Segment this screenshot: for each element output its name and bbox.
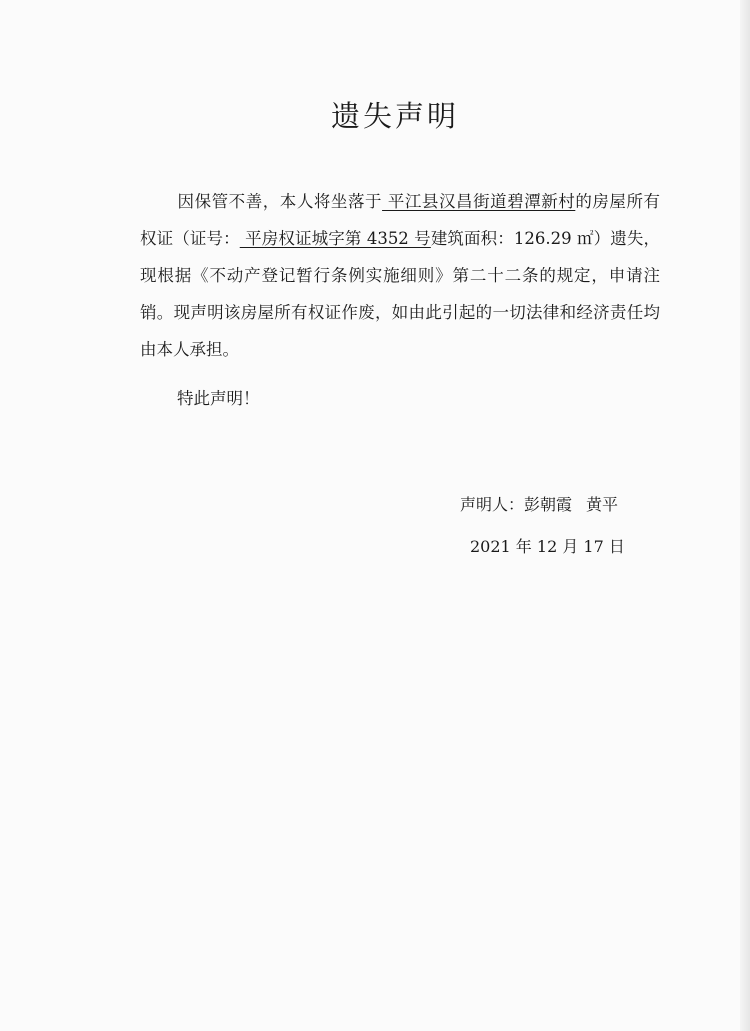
body-text-2: 的房屋所有权证（证号： [140, 192, 661, 248]
signer-second: 黄平 [586, 495, 619, 514]
statement-body [140, 183, 660, 368]
statement-date: 2021 年 12 月 17 日 [470, 537, 625, 556]
signer-line [460, 490, 618, 520]
body-text-3: 建筑面积：126.29 ㎡）遗失，现根据《不动产登记暂行条例实施细则》第二十二条的规定，申请注销。现声明该房屋所有权证作废，如由此引起的一切法律和经济责任均由本人承担。 [140, 229, 661, 359]
closing-line: 特此声明！ [177, 389, 260, 408]
property-location: 平江县汉昌街道碧潭新村 [382, 192, 576, 211]
body-text-1: 因保管不善，本人将坐落于 [177, 192, 383, 211]
signer-label: 声明人：彭朝霞 [460, 495, 573, 514]
page-edge [740, 0, 750, 1031]
document-title: 遗失声明 [330, 99, 459, 133]
certificate-number: 平房权证城字第 4352 号 [239, 229, 431, 248]
